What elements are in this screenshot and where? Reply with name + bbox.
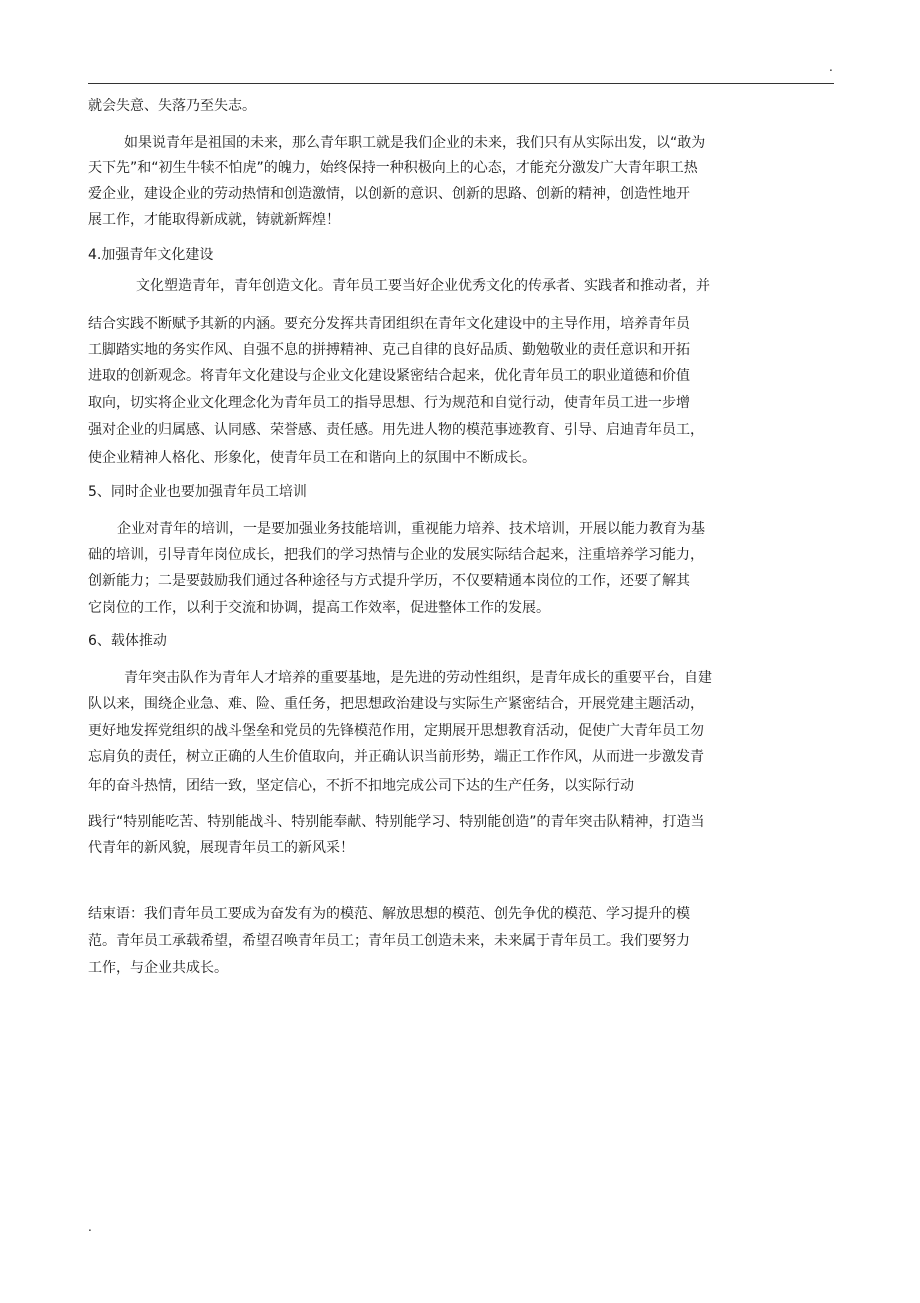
- text-line: 更好地发挥党组织的战斗堡垒和党员的先锋模范作用，定期展开思想教育活动，促使广大青年员工勿: [88, 723, 704, 739]
- header-rule: [88, 83, 834, 84]
- text-line: 队以来，围绕企业急、难、险、重任务，把思想政治建设与实际生产紧密结合，开展党建主题活动，: [88, 696, 704, 712]
- text-line: 创新能力；二是要鼓励我们通过各种途径与方式提升学历，不仅要精通本岗位的工作，还要了解其: [88, 573, 690, 589]
- text-line: 它岗位的工作，以利于交流和协调，提高工作效率，促进整体工作的发展。: [88, 600, 550, 616]
- text-line: 青年突击队作为青年人才培养的重要基地，是先进的劳动性组织，是青年成长的重要平台，自建: [124, 670, 712, 686]
- text-line: 范。青年员工承载希望，希望召唤青年员工；青年员工创造未来，未来属于青年员工。我们要努力: [88, 933, 690, 949]
- text-line: 强对企业的归属感、认同感、荣誉感、责任感。用先进人物的模范事迹教育、引导、启迪青年员工，: [88, 422, 704, 438]
- text-line: 爱企业，建设企业的劳动热情和创造激情，以创新的意识、创新的思路、创新的精神，创造性地开: [88, 186, 690, 202]
- section-heading: 5、同时企业也要加强青年员工培训: [88, 484, 307, 500]
- text-line: 取向，切实将企业文化理念化为青年员工的指导思想、行为规范和自觉行动，使青年员工进一步增: [88, 395, 690, 411]
- text-line: 践行“特别能吃苦、特别能战斗、特别能奉献、特别能学习、特别能创造”的青年突击队精神，打造当: [88, 814, 705, 830]
- text-line: 结合实践不断赋予其新的内涵。要充分发挥共青团组织在青年文化建设中的主导作用，培养青年员: [88, 316, 690, 332]
- text-line: 使企业精神人格化、形象化，使青年员工在和谐向上的氛围中不断成长。: [88, 450, 536, 466]
- text-line: 工作，与企业共成长。: [88, 960, 228, 976]
- text-line: 进取的创新观念。将青年文化建设与企业文化建设紧密结合起来，优化青年员工的职业道德和价值: [88, 368, 690, 384]
- text-line: 就会失意、失落乃至失志。: [88, 98, 256, 114]
- text-line: 代青年的新风貌，展现青年员工的新风采！: [88, 840, 354, 856]
- footer-dot: .: [88, 1220, 92, 1234]
- text-line: 文化塑造青年，青年创造文化。青年员工要当好企业优秀文化的传承者、实践者和推动者，并: [136, 278, 710, 294]
- section-heading: 4.加强青年文化建设: [88, 247, 214, 263]
- text-line: 忘肩负的责任，树立正确的人生价值取向，并正确认识当前形势，端正工作作风，从而进一步激发青: [88, 749, 704, 765]
- text-line: 展工作，才能取得新成就，铸就新辉煌！: [88, 212, 340, 228]
- text-line: 年的奋斗热情，团结一致，坚定信心，不折不扣地完成公司下达的生产任务，以实际行动: [88, 778, 634, 794]
- text-line: 工脚踏实地的务实作风、自强不息的拼搏精神、克己自律的良好品质、勤勉敬业的责任意识和开拓: [88, 342, 690, 358]
- text-line: 如果说青年是祖国的未来，那么青年职工就是我们企业的未来，我们只有从实际出发，以“敢为: [124, 135, 706, 151]
- header-dot: .: [829, 60, 833, 74]
- text-line: 企业对青年的培训，一是要加强业务技能培训，重视能力培养、技术培训，开展以能力教育为基: [117, 521, 705, 537]
- text-line: 础的培训，引导青年岗位成长，把我们的学习热情与企业的发展实际结合起来，注重培养学习能力，: [88, 547, 704, 563]
- text-line: 天下先”和“初生牛犊不怕虎”的魄力，始终保持一种积极向上的心态，才能充分激发广大青年职工热: [88, 160, 698, 176]
- section-heading: 6、载体推动: [88, 633, 167, 649]
- text-line: 结束语：我们青年员工要成为奋发有为的模范、解放思想的模范、创先争优的模范、学习提升的模: [88, 906, 690, 922]
